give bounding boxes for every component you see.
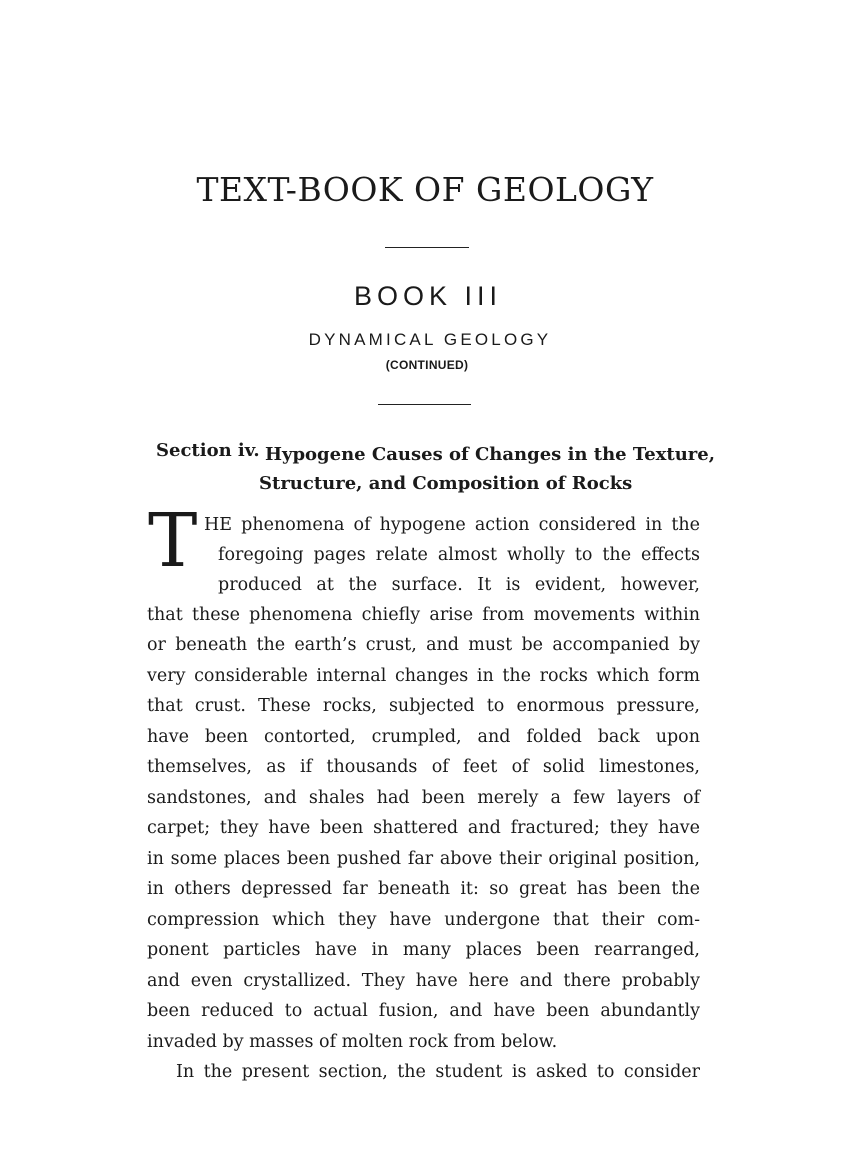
body-line: and even crystallized. They have here and there probably [147, 971, 700, 991]
body-line: HE phenomena of hypogene action considered in the [204, 515, 700, 535]
body-line: very considerable internal changes in the rocks which form [147, 666, 700, 686]
drop-cap: T [148, 498, 198, 584]
body-line: have been contorted, crumpled, and folded back upon [147, 727, 700, 747]
body-line: that crust. These rocks, subjected to enormous pressure, [147, 696, 700, 716]
title-divider [385, 247, 469, 248]
book-subtitle: DYNAMICAL GEOLOGY [308, 330, 552, 349]
body-line: produced at the surface. It is evident, however, [218, 575, 700, 595]
section-heading-line-1: Hypogene Causes of Changes in the Texture, [265, 444, 716, 465]
section-label: Section iv. [156, 440, 260, 461]
body-line: themselves, as if thousands of feet of solid limestones, [147, 757, 700, 777]
book-number: BOOK III [353, 281, 503, 311]
body-line: compression which they have undergone that their com- [147, 910, 700, 930]
section-divider [378, 404, 471, 405]
body-line: invaded by masses of molten rock from below. [147, 1032, 558, 1052]
body-line: or beneath the earth’s crust, and must be accompanied by [147, 635, 700, 655]
body-line: that these phenomena chiefly arise from movements within [147, 605, 700, 625]
section-heading [259, 440, 735, 498]
body-line: in others depressed far beneath it: so great has been the [147, 879, 700, 899]
body-line: In the present section, the student is asked to consider [176, 1062, 700, 1082]
body-line: sandstones, and shales had been merely a few layers of [147, 788, 700, 808]
continued-note: (CONTINUED) [385, 358, 469, 372]
body-line: foregoing pages relate almost wholly to the effects [218, 545, 700, 565]
body-line: ponent particles have in many places been rearranged, [147, 940, 700, 960]
body-line: in some places been pushed far above their original position, [147, 849, 700, 869]
book-title: TEXT-BOOK OF GEOLOGY [196, 170, 654, 209]
body-line: carpet; they have been shattered and fractured; they have [147, 818, 700, 838]
section-heading-line-2: Structure, and Composition of Rocks [259, 473, 633, 494]
body-line: been reduced to actual fusion, and have been abundantly [147, 1001, 700, 1021]
